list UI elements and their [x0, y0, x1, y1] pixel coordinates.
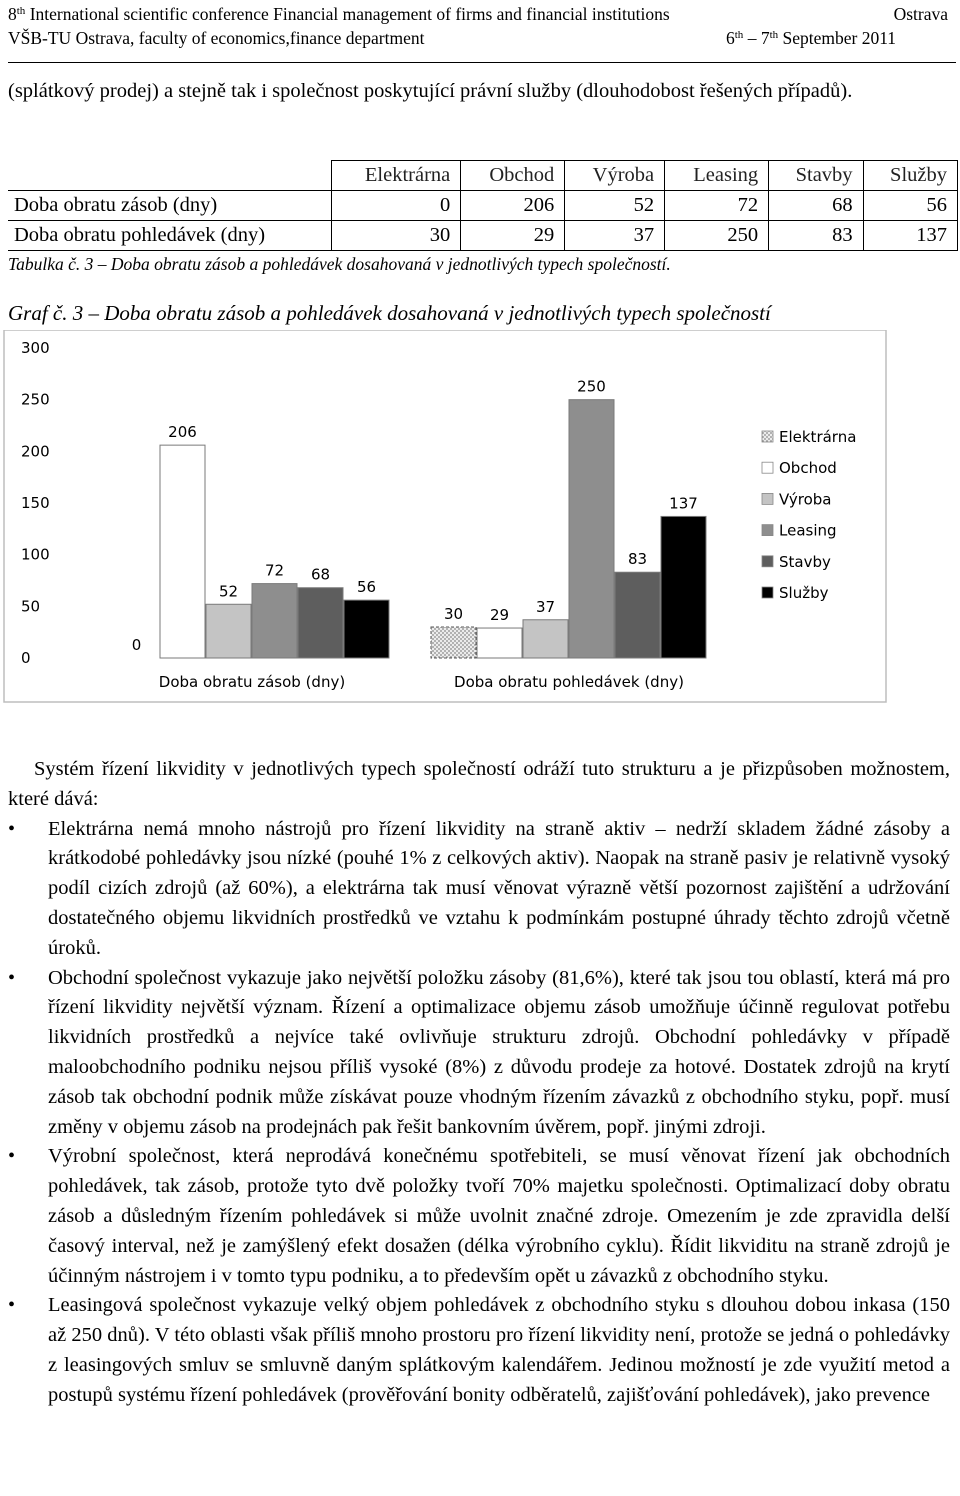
turnover-table [8, 160, 958, 251]
bullet-icon: • [8, 966, 16, 989]
bar-leasing [569, 400, 614, 658]
bar-leasing [252, 584, 297, 658]
y-tick-label: 300 [21, 339, 50, 357]
table-cell: 68 [769, 191, 863, 221]
table-cell: 52 [565, 191, 665, 221]
column-header: Výroba [565, 161, 665, 191]
bullet-list [8, 815, 950, 1411]
list-item-text: Výrobní společnost, která neprodává konečnému spotřebiteli, se musí věnovat řízení jak obchodních pohledávek, tak zásob, protože tyto dvě položky tvoří 70% majetku společnosti. Optimalizací doby obratu zásob a důsledným řízením pohledávek si může uvolnit značné zdroje. Omezením je zde zpravidla delší časový interval, než je zamýšlený efekt dosažen (délka výrobního cyklu). Řídit likviditu na straně zdrojů je účinným nástrojem i v tomto typu podniku, a to především opět u závazků z obchodního styku. [48, 1145, 950, 1287]
bar-obchod [160, 445, 205, 658]
y-tick-label: 250 [21, 390, 50, 409]
legend-label: Stavby [779, 552, 831, 571]
legend-swatch [762, 556, 773, 567]
body-intro: Systém řízení likvidity v jednotlivých typech společností odráží tuto strukturu a je přizpůsoben možnostem, které dává: [8, 758, 950, 810]
list-item-text: Elektrárna nemá mnoho nástrojů pro řízení likvidity na straně aktiv – nedrží skladem žádné zásoby a krátkodobé pohledávky jsou nízké (pouhé 1% z celkových aktiv). Naopak na straně pasiv je relativně vysoký podíl cizích zdrojů (až 60%), a elektrárna tak musí věnovat výrazně větší pozornost zajištění a udržování dostatečného objemu likvidních prostředků ve vztahu k podmínkám postupné úhrady těchto zdrojů včetně úroků. [48, 817, 950, 959]
data-label: 72 [264, 561, 285, 580]
graph-caption: Graf č. 3 – Doba obratu zásob a pohledávek dosahovaná v jednotlivých typech společností [8, 301, 771, 325]
table-header-row [8, 161, 958, 191]
y-tick-label: 50 [21, 597, 41, 616]
data-label: 37 [535, 597, 556, 616]
list-item [8, 1291, 950, 1410]
data-label: 29 [489, 606, 510, 625]
column-header: Stavby [769, 161, 863, 191]
bar-výroba [523, 620, 568, 658]
list-item-text: Obchodní společnost vykazuje jako největší položku zásoby (81,6%), které tak jsou tou oblastí, která má pro řízení likvidity největší význam. Řízení a optimalizace objemu zásob umožňuje účinně regulovat potřebu likvidních prostředků a nejvíce také ovlivňuje strukturu zdrojů. Obchodní pohledávky v případě maloobchodního podniku nejsou příliš vysoké (8%) z důvodu prodeje za hotové. Dostatek zdrojů na krytí zásob tak obchodní podnik může získávat pouze vhodným řízením závazků z obchodního styku, popř. musí změny v objemu zásob na prodejnách pak řešit bankovním úvěrem, popř. jinými zdroji. [48, 966, 950, 1138]
conference-title: 8th International scientific conference Financial management of firms and financial institutions [8, 4, 670, 24]
data-label: 68 [310, 565, 331, 584]
x-category-label: Doba obratu zásob (dny) [158, 673, 346, 691]
row-label: Doba obratu pohledávek (dny) [8, 221, 332, 251]
legend-label: Elektrárna [779, 428, 857, 446]
table-cell: 72 [665, 191, 769, 221]
data-label: 0 [131, 636, 142, 654]
legend-swatch [762, 493, 773, 504]
column-header: Služby [863, 161, 957, 191]
column-header: Obchod [461, 161, 565, 191]
bar-obchod [477, 628, 522, 658]
legend-label: Leasing [779, 521, 837, 540]
data-label: 52 [218, 582, 239, 601]
body-text [8, 755, 950, 1411]
conference-date: 6th – 7th September 2011 [726, 28, 897, 48]
bar-služby [661, 516, 706, 658]
table-corner [8, 161, 332, 191]
list-item [8, 964, 950, 1143]
data-label: 30 [443, 605, 464, 623]
intro-paragraph: (splátkový prodej) a stejně tak i společnost poskytující právní služby (dlouhodobost řešených případů). [8, 80, 853, 102]
data-label: 137 [669, 494, 698, 513]
y-tick-label: 200 [21, 442, 50, 461]
table-cell: 29 [461, 221, 565, 251]
data-label: 56 [356, 578, 377, 597]
y-tick-label: 100 [21, 545, 50, 564]
data-label: 206 [168, 423, 197, 442]
list-item [8, 815, 950, 964]
data-label: 250 [577, 377, 606, 396]
bar-elektrárna [431, 627, 476, 658]
column-header: Leasing [665, 161, 769, 191]
x-category-label: Doba obratu pohledávek (dny) [454, 673, 684, 691]
bullet-icon: • [8, 1145, 16, 1168]
bullet-icon: • [8, 1294, 16, 1317]
table-row [8, 191, 958, 221]
y-tick-label: 150 [21, 494, 50, 512]
table-cell: 37 [565, 221, 665, 251]
data-label: 83 [627, 550, 648, 569]
row-label: Doba obratu zásob (dny) [8, 191, 332, 221]
conference-city: Ostrava [893, 4, 948, 24]
header-rule [8, 62, 956, 63]
legend-label: Obchod [779, 459, 837, 478]
legend-swatch [762, 462, 773, 473]
legend-swatch [762, 587, 773, 598]
bar-stavby [615, 572, 660, 658]
bar-služby [344, 600, 389, 658]
table-cell: 83 [769, 221, 863, 251]
legend-swatch [762, 525, 773, 536]
legend-swatch [762, 431, 773, 442]
department: VŠB-TU Ostrava, faculty of economics,finance department [8, 28, 425, 48]
legend-label: Služby [779, 584, 829, 602]
column-header: Elektrárna [332, 161, 461, 191]
bar-stavby [298, 588, 343, 658]
table-row [8, 221, 958, 251]
bar-výroba [206, 604, 251, 658]
table-caption: Tabulka č. 3 – Doba obratu zásob a pohledávek dosahovaná v jednotlivých typech společností. [8, 254, 671, 274]
table-cell: 206 [461, 191, 565, 221]
table-cell: 56 [863, 191, 957, 221]
table-cell: 137 [863, 221, 957, 251]
list-item [8, 1142, 950, 1291]
bar-chart [0, 330, 960, 710]
bullet-icon: • [8, 817, 16, 840]
table-cell: 250 [665, 221, 769, 251]
table-cell: 30 [332, 221, 461, 251]
table-cell: 0 [332, 191, 461, 221]
list-item-text: Leasingová společnost vykazuje velký objem pohledávek z obchodního styku s dlouhou dobou inkasa (150 až 250 dnů). V této oblasti však příliš mnoho prostoru pro řízení likvidity není, protože se jedná o pohledávky z leasingových smluv se smluvně daným splátkovým kalendářem. Jedinou možností je zde využití metod a postupů systému řízení pohledávek (prověřování bonity odběratelů, zajišťování pohledávek), jako prevence [48, 1294, 950, 1406]
y-tick-label: 0 [21, 649, 31, 667]
legend-label: Výroba [779, 490, 832, 509]
